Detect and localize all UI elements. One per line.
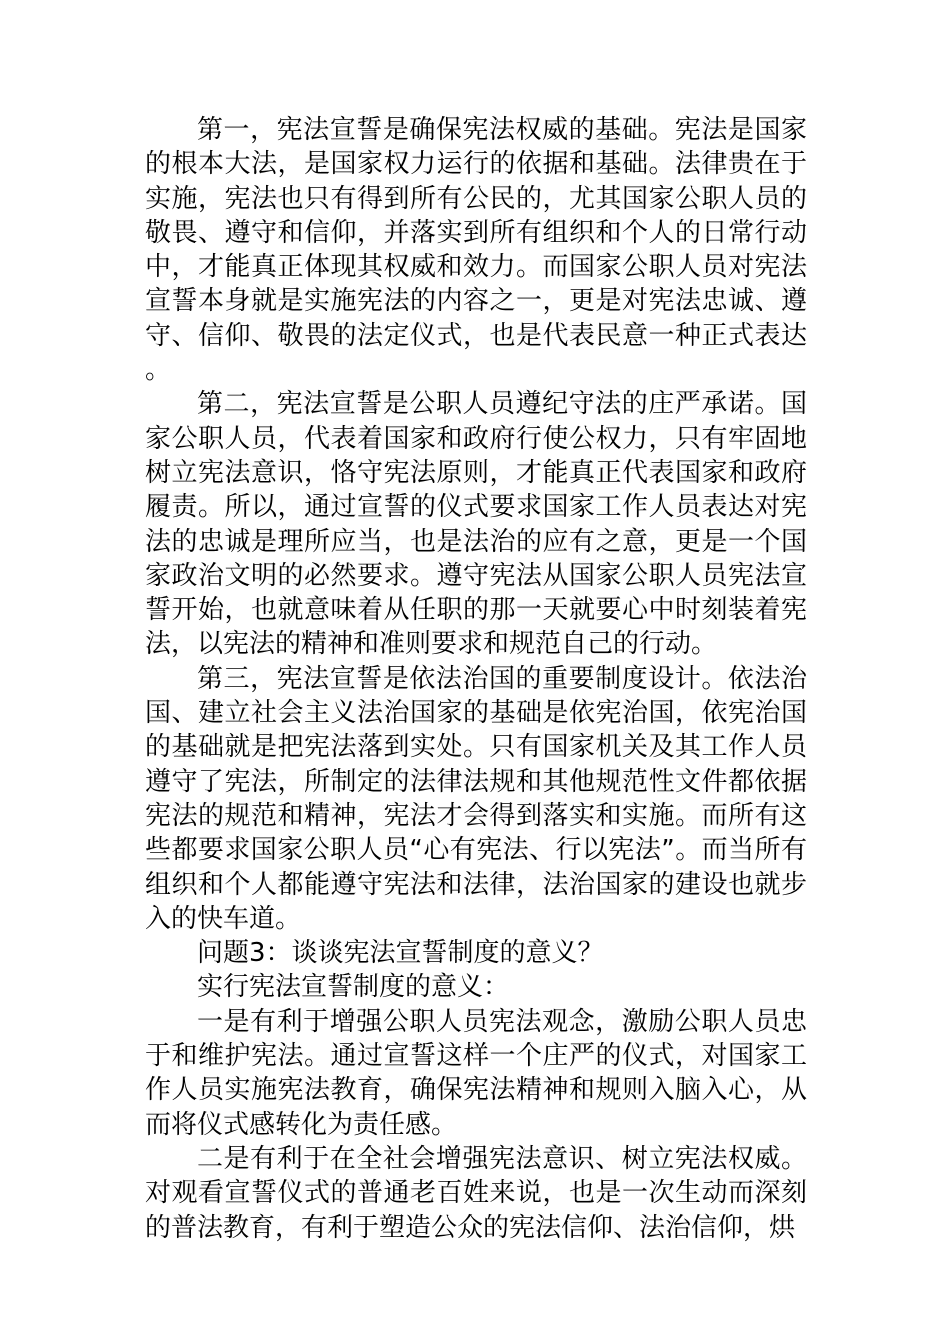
document-body <box>145 113 807 1245</box>
paragraph-point-two: 二是有利于在全社会增强宪法意识、树立宪法权威。对观看宣誓仪式的普通老百姓来说，也是一次生动而深刻的普法教育，有利于塑造公众的宪法信仰、法治信仰，烘 <box>145 1143 807 1243</box>
answer-intro: 实行宪法宣誓制度的意义： <box>197 972 510 1003</box>
paragraph-first-point: 第一，宪法宣誓是确保宪法权威的基础。宪法是国家的根本大法，是国家权力运行的依据和基础。法律贵在于实施，宪法也只有得到所有公民的，尤其国家公职人员的敬畏、遵守和信仰，并落实到所有组织和个人的日常行动中，才能真正体现其权威和效力。而国家公职人员对宪法宣誓本身就是实施宪法的内容之一，更是对宪法忠诚、遵守、信仰、敬畏的法定仪式，也是代表民意一种正式表达。 <box>145 115 807 386</box>
paragraph-third-point: 第三，宪法宣誓是依法治国的重要制度设计。依法治国、建立社会主义法治国家的基础是依宪治国，依宪治国的基础就是把宪法落到实处。只有国家机关及其工作人员遵守了宪法，所制定的法律法规和其他规范性文件都依据宪法的规范和精神，宪法才会得到落实和实施。而所有这些都要求国家公职人员“心有宪法、行以宪法”。而当所有组织和个人都能遵守宪法和法律，法治国家的建设也就步入的快车道。 <box>145 663 807 934</box>
paragraph-second-point: 第二，宪法宣誓是公职人员遵纪守法的庄严承诺。国家公职人员，代表着国家和政府行使公权力，只有牢固地树立宪法意识，恪守宪法原则，才能真正代表国家和政府履责。所以，通过宣誓的仪式要求国家工作人员表达对宪法的忠诚是理所应当，也是法治的应有之意，更是一个国家政治文明的必然要求。遵守宪法从国家公职人员宪法宣誓开始，也就意味着从任职的那一天就要心中时刻装着宪法，以宪法的精神和准则要求和规范自己的行动。 <box>145 389 807 660</box>
paragraph-point-one: 一是有利于增强公职人员宪法观念，激励公职人员忠于和维护宪法。通过宣誓这样一个庄严的仪式，对国家工作人员实施宪法教育，确保宪法精神和规则入脑入心，从而将仪式感转化为责任感。 <box>145 1006 807 1140</box>
question-3-heading: 问题3：谈谈宪法宣誓制度的意义？ <box>197 938 604 969</box>
